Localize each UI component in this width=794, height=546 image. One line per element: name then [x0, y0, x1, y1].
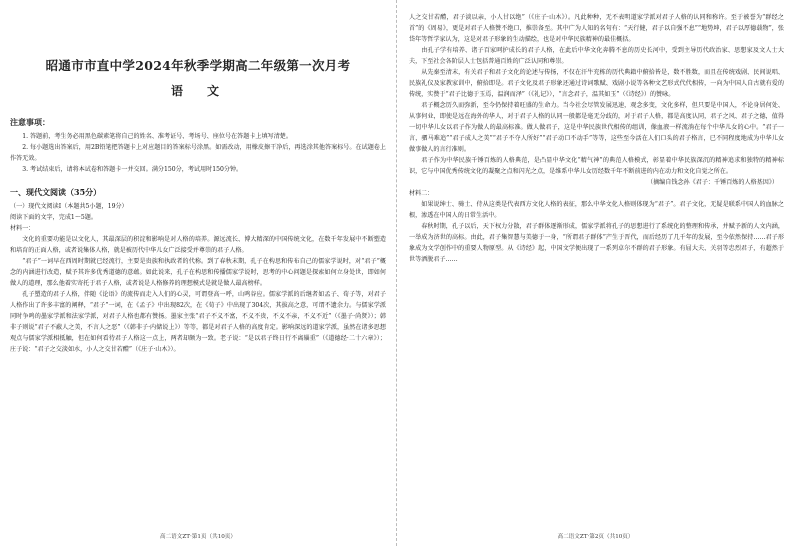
paragraph: 孔子塑造的君子人格，伴随《论语》的流传而走入人们的心灵，可谓登高一呼，山鸣谷应。儒家学派的后继者如孟子、荀子等，对君子人格作出了许多丰富的阐释，“君子”一词，在《孟子》中出现82次，在《荀子》中出现了304次，其拔高之意，可谓不遗余力。与儒家学派同时争鸣的墨家学派和法家学派，对君子人格也都有赞扬。墨家主张“君子不义不富，不义不贵，不义不亲，不义不近”（《墨子·尚贤》）；韩非子则说“君子不蔽人之美，不言人之恶”（《韩非子·内储说上》）等等，都是对君子人格的高度肯定。影响深远的道家学派，虽然在诸多思想观点与儒家学派相抵触，但在如何看待君子人格这一点上，两者却颇为一致。老子说：“是以君子终日行不离辎重”（《道德经·二十六章》）；庄子说：“君子之交淡如水，小人之交甘若醴”（《庄子·山木》）。 — [10, 291, 386, 353]
notice-heading: 注意事项： — [10, 117, 50, 127]
paragraph: 如果说绅士、骑士、侍从这类是代表西方文化人格的表征，那么中华文化人格则体现为“君子”。君子文化，无疑是联系中国人的血脉之根，渗透在中国人的日常生活中。 — [409, 201, 784, 219]
exam-title: 昭通市市直中学2024年秋季学期高二年级第一次月考 — [45, 58, 351, 73]
page-footer: 高二语文ZT·第1页（共10页） — [159, 534, 236, 540]
material-label: 材料一： — [10, 225, 35, 232]
notice-item: 1. 答题前，考生务必用黑色碳素笔将自己的姓名、准考证号、考场号、座位号在答题卡上填写清楚。 — [22, 133, 292, 140]
page-right — [397, 0, 794, 546]
paragraph: 人之交甘若醴，君子淡以亲，小人甘以绝”（《庄子·山木》）。凡此种种，无不表明道家学派对君子人格的认同和称许。至于被誉为“群经之首”的《周易》，更是对君子人格赞不绝口，推崇备至。其中广为人知的名句有：“天行健，君子以自强不息”“地势坤，君子以厚德载物”，张岱年等哲学家认为，这是对君子形象的生动描绘，也是对中华民族精神的最佳概括。 — [409, 14, 784, 43]
material-label: 材料二： — [409, 190, 434, 197]
section-heading: 一、现代文阅读（35分） — [10, 187, 102, 197]
paragraph: “君子”一词早在西周时期就已经流行，主要是贵族和执政者的代称。到了春秋末期，孔子在构思和传布自己的儒家学说时，对“君子”概念的内涵进行改造，赋予其许多优秀道德的意蕴。如此说来，孔子在构思和传播儒家学说时，思考的中心问题是探索如何立身处世，即如何做人的道理，那么他着实寄托于君子人格，或者说是人格修养的理想模式是就是做人最高榜样。 — [10, 258, 386, 287]
subject-title: 语 文 — [170, 84, 225, 98]
paragraph: 由孔子学有培养、诸子百家呵护成长的君子人格，在此后中华文化奔腾不息的历史长河中，受到主导历代政治家、思想家及文人士大夫，下至社会各阶层人士包括普通百姓的广泛认同和尊崇。 — [409, 47, 784, 65]
paragraph: 春秋时期，孔子以后，天下权力分散，君子群体逐渐形成，儒家学派将孔子的思想进行了系统化的整理和传承，并赋予新的人文内涵，一举成为济世的高标。由此，君子集智慧与美德于一身，“所谓君子群体”产生于晋代，而后经历了几千年的发展，至今依然保持……君子形象成为文学创作中的重要人物原型。从《诗经》起，中国文学便出现了一系列卓尔不群的君子形象。有屈大夫、关羽等忠烈君子，有超然于世等洒脱君子…… — [409, 223, 784, 263]
notice-item: 3. 考试结束后，请将本试卷和答题卡一并交回。满分150分，考试用时150分钟。 — [22, 166, 243, 173]
paragraph: 从先秦至清末，有关君子和君子文化的论述与传扬，不仅在汗牛充栋的历代典籍中俯拾皆是，数不胜数，而且在传统戏剧、民间说唱、民族礼仪及家教家训中，俯拾即是。君子文化及君子形象还通过诗词歌赋、戏剧小说等各种文艺形式代代相传，一向为中国人自古就有爱的传统，实赞于“君子比德于玉焉，温润而泽”（《礼记》），“言念君子，温其如玉”（《诗经》）的赞咏。 — [409, 69, 784, 98]
page-footer: 高二语文ZT·第2页（共10页） — [557, 534, 634, 540]
paragraph: 君子作为中华民族千锤百炼的人格典范，是凸显中华文化“精气神”的典范人格模式，彰显着中华民族深沉的精神追求和独特的精神标识，它与中国优秀传统文化的凝聚之点和闪光之点，是维系中华儿女历经数千年不断前进的内在动力和文化自觉之所在。 — [409, 157, 784, 175]
reading-instruction: 阅读下面的文字，完成1～5题。 — [10, 214, 97, 221]
source-citation: （摘编自钱念孙《君子：千锤百炼的人格基因》） — [646, 179, 778, 186]
notice-item: 2. 每小题选出答案后，用2B铅笔把答题卡上对应题目的答案标号涂黑。如需改动，用橡皮擦干净后，再选涂其他答案标号。在试题卷上作答无效。 — [10, 144, 386, 162]
paragraph: 文化的重要功能是以文化人，其最深层的积淀和影响是对人格的培养。源远流长、博大精深的中国传统文化，在数千年发展中不断塑造和培育的正面人格，或者说集体人格，就是被历代中华儿女广泛接受并尊崇的君子人格。 — [10, 236, 386, 254]
subsection-heading: （一）现代文阅读Ⅰ（本题共5小题，19分） — [10, 203, 128, 210]
paragraph: 君子概念历久而弥新，至今仍保持着旺盛的生命力。当今社会尽管发展迅速，观念多变，文化多样，但只要是中国人，不论身居何处、从事何业，即使是远在海外的华人，对于君子人格的认同一般都是毫无分歧的，对于君子人格，都是高度认同，君子之风、君子之德，值得一切中华儿女以君子作为做人的最高标准。做人做君子，这是中华民族世代相传的组训，像血液一样流淌在每个中华儿女的心中。“君子一言，驷马难追”“君子成人之美”“君子不夺人所好”“君子动口不动手”等等，这些至今活在人们口头的君子格言，已不同程度地成为中华儿女做事做人的言行准则。 — [409, 102, 784, 153]
